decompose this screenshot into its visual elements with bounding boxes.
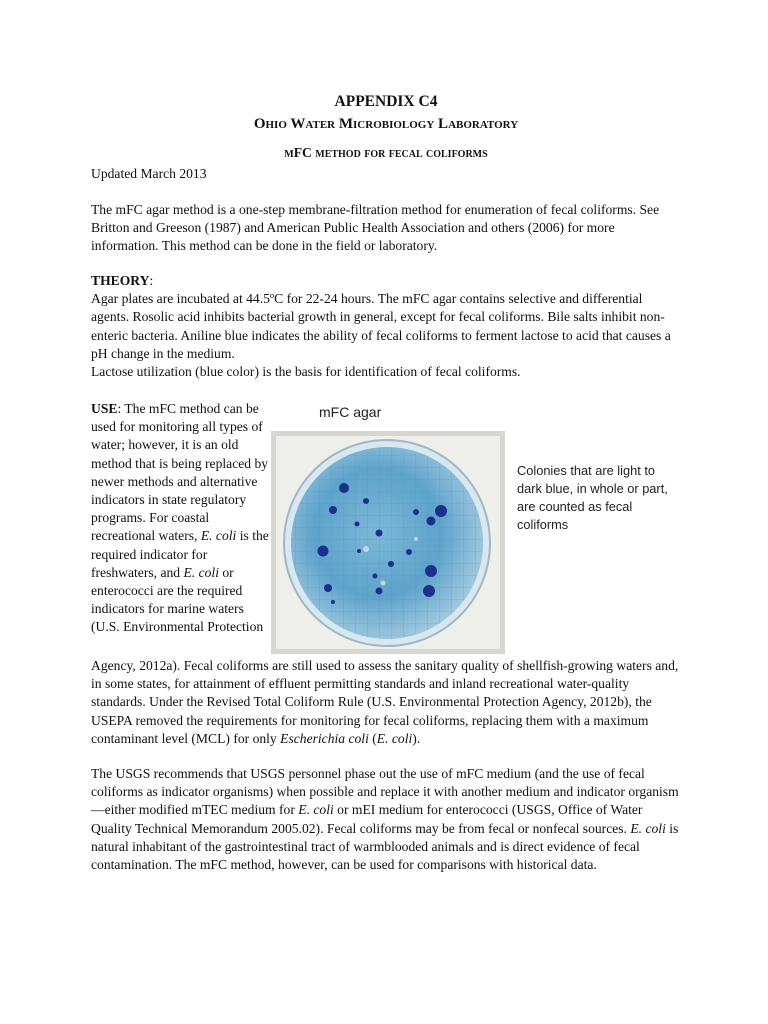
theory-section: THEORY: Agar plates are incubated at 44.5ºC for 22-24 hours. The mFC agar contains selective and differential agents. Rosolic acid inhibits bacterial growth in general, except for fecal coliforms. Bile salts inhibit non-enteric bacteria. Aniline blue indicates the ability of fecal coliforms to ferment lactose to acid that causes a pH change in the medium. Lactose utilization (blue color) is the basis for identification of fecal coliforms. (91, 273, 671, 380)
intro-paragraph: The mFC agar method is a one-step membrane-filtration method for enumeration of fecal coliforms. See Britton and Greeson (1987) and American Public Health Association and others (2006) for more information. This method can be done in the field or laboratory. (91, 202, 660, 254)
appendix-heading: APPENDIX C4 (334, 93, 438, 110)
figure-title: mFC agar (319, 404, 382, 420)
agar-plate-photo (271, 431, 505, 654)
lab-heading: Ohio Water Microbiology Laboratory (253, 116, 519, 132)
usgs-paragraph: The USGS recommends that USGS personnel phase out the use of mFC medium (and the use of fecal coliforms as indicator organisms) when possible and replace it with another medium and indicator organism—either modified mTEC medium for E. coli or mEI medium for enterococci (USGS, Office of Water Quality Technical Memorandum 2005.02). Fecal coliforms may be from fecal or nonfecal sources. E. coli is natural inhabitant of the gastrointestinal tract of warmblooded animals and is direct evidence of fecal contamination. The mFC method, however, can be used for comparisons with historical data. (91, 766, 679, 873)
use-heading: USE (91, 401, 118, 416)
updated-date: Updated March 2013 (91, 166, 207, 181)
theory-paragraph: Agar plates are incubated at 44.5ºC for 22-24 hours. The mFC agar contains selective and differential agents. Rosolic acid inhibits bacterial growth in general, except for fecal coliforms. Bile salts inhibit non-enteric bacteria. Aniline blue indicates the ability of fecal coliforms to ferment lactose to acid that causes a pH change in the medium. (91, 291, 671, 361)
method-heading: mFC method for fecal coliforms (284, 145, 488, 160)
figure-caption: Colonies that are light to dark blue, in whole or part, are counted as fecal coliforms (517, 463, 668, 532)
mfc-agar-figure (271, 403, 676, 658)
theory-paragraph-2: Lactose utilization (blue color) is the basis for identification of fecal coliforms. (91, 364, 521, 380)
use-paragraph-wrapped: USE: The mFC method can be used for monitoring all types of water; however, it is an old method that is being replaced by newer methods and alternative indicators in state regulatory programs. For coastal recreational waters, E. coli is the required indicator for freshwaters, and E. coli or enterococci are the required indicators for marine waters (U.S. Environmental Protection (91, 401, 269, 635)
theory-heading: THEORY (91, 273, 150, 288)
use-paragraph-continued: Agency, 2012a). Fecal coliforms are still used to assess the sanitary quality of shellfish-growing waters and, in some states, for attainment of effluent permitting standards and inland recreational water-quality standards. Under the Revised Total Coliform Rule (U.S. Environmental Protection Agency, 2012b), the USEPA removed the requirements for monitoring for fecal coliforms, replacing them with a maximum contaminant level (MCL) for only Escherichia coli (E. coli). (91, 658, 679, 746)
